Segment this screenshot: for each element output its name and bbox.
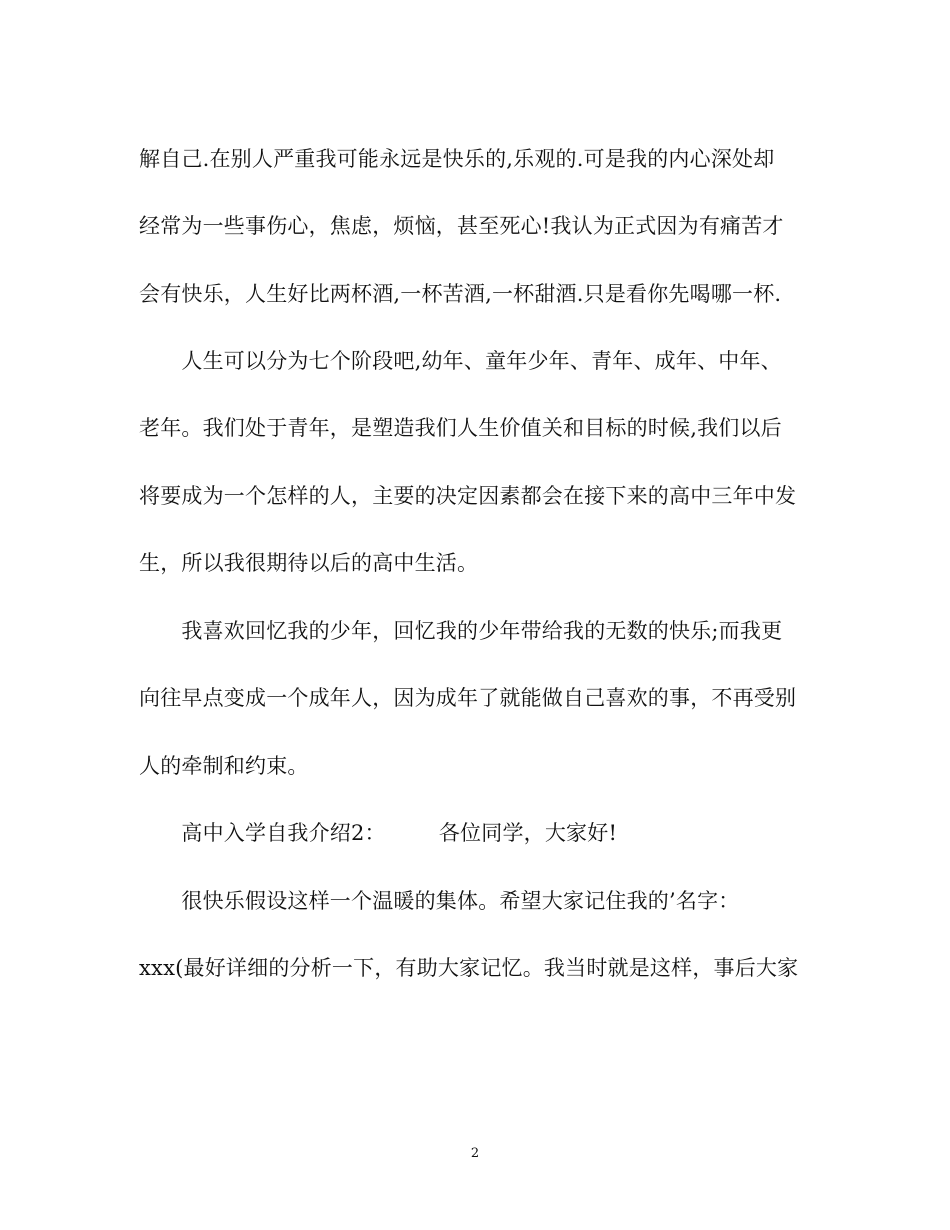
text-line: 人生可以分为七个阶段吧,幼年、童年少年、青年、成年、中年、	[139, 349, 782, 373]
text-line: 将要成为一个怎样的人，主要的决定因素都会在接下来的高中三年中发	[139, 484, 797, 508]
text-line: xxx(最好详细的分析一下，有助大家记忆。我当时就是这样，事后大家	[139, 956, 799, 980]
text-line: 很快乐假设这样一个温暖的集体。希望大家记住我的’名字：	[139, 889, 740, 913]
text-line: 会有快乐，人生好比两杯酒,一杯苦酒,一杯甜酒.只是看你先喝哪一杯.	[139, 282, 782, 306]
text-line: 生，所以我很期待以后的高中生活。	[139, 551, 479, 575]
text-line: 人的牵制和约束。	[139, 754, 309, 778]
text-line: 高中入学自我介绍2： 各位同学，大家好!	[139, 821, 618, 845]
text-line: 我喜欢回忆我的少年，回忆我的少年带给我的无数的快乐;而我更	[139, 619, 783, 643]
text-line: 老年。我们处于青年，是塑造我们人生价值关和目标的时候,我们以后	[139, 416, 782, 440]
text-line: 向往早点变成一个成年人，因为成年了就能做自己喜欢的事，不再受别	[139, 686, 797, 710]
text-line: 解自己.在别人严重我可能永远是快乐的,乐观的.可是我的内心深处却	[139, 147, 775, 171]
page-number: 2	[470, 1146, 480, 1161]
text-line: 经常为一些事伤心，焦虑，烦恼，甚至死心!我认为正式因为有痛苦才	[139, 214, 784, 238]
